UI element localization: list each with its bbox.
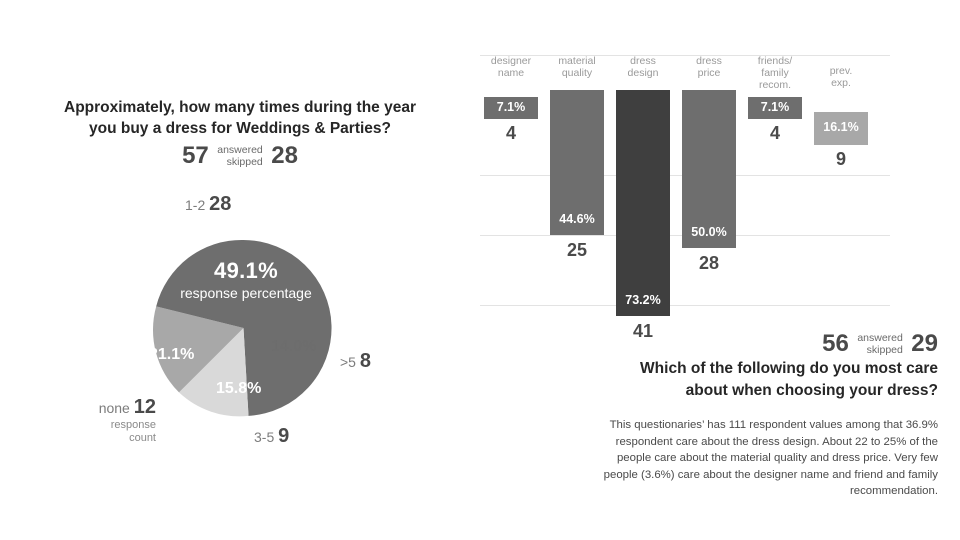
bar-pct-dress-design: 73.2%: [625, 293, 661, 307]
pie-slice-pct-none: 21.1%: [149, 346, 195, 363]
bar-rect-friends-family: [748, 97, 802, 119]
pie-label-three-five: [254, 425, 289, 448]
bar-count-material-quality: 25: [566, 240, 588, 260]
bar-rect-material-quality: [550, 90, 604, 235]
pie-count-one-two: 28: [209, 193, 232, 215]
bar-answered-count: 56: [822, 330, 849, 357]
bar-rect-prev-exp: [814, 112, 868, 145]
pie-answered-count: 57: [182, 142, 209, 169]
pie-question-title: Approximately, how many times during the year you buy a dress for Weddings & Parties?: [64, 99, 416, 137]
bar-column-designer-name: [480, 55, 542, 315]
pie-label-one-two: [185, 193, 231, 216]
pie-label-gt5-text: >5: [340, 354, 356, 370]
bar-header-dress-design: dress design: [627, 55, 659, 80]
pie-answered-label: answered: [217, 143, 263, 156]
bar-count-prev-exp: 9: [835, 149, 846, 169]
pie-label-none: [56, 396, 156, 444]
bar-rect-designer-name: [484, 97, 538, 119]
bar-rect-dress-price: [682, 90, 736, 248]
pie-center-percentage: 49.1%: [214, 258, 278, 283]
pie-count-three-five: 9: [278, 425, 290, 447]
pie-response-summary: [55, 142, 425, 172]
bar-header-dress-price: dress price: [696, 55, 722, 80]
bar-column-dress-price: [678, 55, 740, 315]
bar-answered-label: answered: [857, 331, 903, 344]
bar-pct-material-quality: 44.6%: [559, 212, 595, 226]
bar-header-designer-name: designer name: [490, 55, 532, 80]
bar-count-friends-family: 4: [769, 123, 780, 143]
pie-svg: [131, 228, 356, 428]
bar-pct-dress-price: 50.0%: [691, 225, 727, 239]
pie-skipped-label: skipped: [226, 156, 263, 168]
pie-center-caption: response percentage: [180, 285, 312, 301]
pie-slice-pct-three-five: 15.8%: [216, 380, 262, 397]
pie-chart-panel: [0, 0, 470, 540]
pie-label-one-two-text: 1-2: [185, 197, 206, 213]
bar-rect-dress-design: [616, 90, 670, 316]
bar-response-summary: [822, 330, 938, 358]
bar-pct-designer-name: 7.1%: [496, 100, 526, 114]
bar-header-prev-exp: prev. exp.: [829, 65, 853, 90]
pie-label-none-text: none: [98, 400, 130, 416]
bar-question-title: Which of the following do you most care about when choosing your dress?: [640, 360, 938, 399]
bar-skipped-count: 29: [911, 330, 938, 357]
bar-column-material-quality: [546, 55, 608, 315]
bar-header-friends-family: friends/ family recom.: [757, 55, 793, 92]
bar-skipped-label: skipped: [866, 344, 903, 356]
bar-column-dress-design: [612, 55, 674, 341]
bar-count-designer-name: 4: [505, 123, 516, 143]
bar-pct-friends-family: 7.1%: [760, 100, 790, 114]
bar-column-prev-exp: [810, 55, 872, 315]
bar-column-friends-family: [744, 55, 806, 315]
pie-slice-pct-gt5: 14.0%: [271, 338, 317, 355]
pie-count-gt5: 8: [359, 350, 371, 372]
pie-response-count-note: response count: [110, 419, 156, 444]
pie-chart: [131, 228, 356, 428]
pie-label-gt5: [340, 350, 371, 373]
bar-description-text: This questionaries’ has 111 respondent values among that 36.9% respondent care about the dress design. About 22 to 25% of the people care about the material quality and dress price. Very few people (3.6%) care about the designer name and friend and family recommendation.: [603, 419, 938, 498]
bar-count-dress-price: 28: [698, 253, 720, 273]
pie-label-three-five-text: 3-5: [254, 429, 275, 445]
pie-answered-skipped-labels: [217, 144, 263, 168]
bar-count-dress-design: 41: [632, 321, 654, 341]
bar-answered-skipped-labels: [857, 332, 903, 356]
pie-count-none: 12: [133, 396, 156, 418]
bar-header-material-quality: material quality: [558, 55, 596, 80]
bar-pct-prev-exp: 16.1%: [823, 120, 859, 134]
pie-skipped-count: 28: [271, 142, 298, 169]
bar-chart-panel: [470, 0, 960, 540]
